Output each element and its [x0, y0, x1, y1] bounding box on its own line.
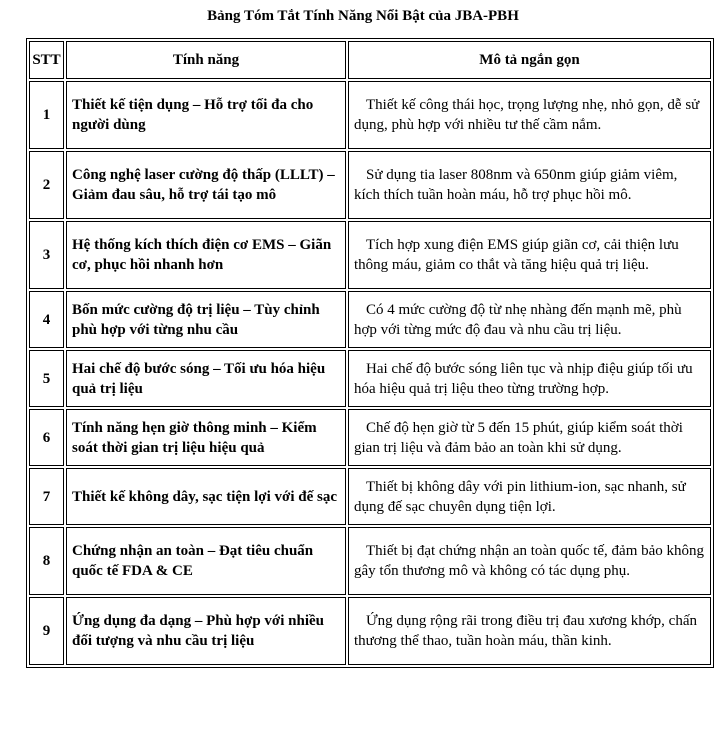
- table-row: [29, 597, 711, 665]
- feature-cell: Bốn mức cường độ trị liệu – Tùy chỉnh phù hợp với từng nhu cầu: [66, 291, 346, 348]
- row-number: 6: [29, 409, 64, 466]
- header-stt: STT: [29, 41, 64, 79]
- header-feature: Tính năng: [66, 41, 346, 79]
- feature-cell: Tính năng hẹn giờ thông minh – Kiểm soát thời gian trị liệu hiệu quả: [66, 409, 346, 466]
- table-row: [29, 350, 711, 407]
- description-cell: Thiết bị đạt chứng nhận an toàn quốc tế, đảm bảo không gây tổn thương mô và không có tác dụng phụ.: [348, 527, 711, 595]
- row-number: 4: [29, 291, 64, 348]
- description-cell: Thiết bị không dây với pin lithium-ion, sạc nhanh, sử dụng đế sạc chuyên dụng tiện lợi.: [348, 468, 711, 525]
- table-row: [29, 221, 711, 289]
- row-number: 2: [29, 151, 64, 219]
- header-description: Mô tả ngắn gọn: [348, 41, 711, 79]
- description-cell: Sử dụng tia laser 808nm và 650nm giúp giảm viêm, kích thích tuần hoàn máu, hỗ trợ phục hồi mô.: [348, 151, 711, 219]
- feature-cell: Công nghệ laser cường độ thấp (LLLT) – Giảm đau sâu, hỗ trợ tái tạo mô: [66, 151, 346, 219]
- table-row: [29, 468, 711, 525]
- description-cell: Thiết kế công thái học, trọng lượng nhẹ, nhỏ gọn, dễ sử dụng, phù hợp với nhiều tư thế cầm nắm.: [348, 81, 711, 149]
- description-cell: Có 4 mức cường độ từ nhẹ nhàng đến mạnh mẽ, phù hợp với từng mức độ đau và nhu cầu trị liệu.: [348, 291, 711, 348]
- table-row: [29, 151, 711, 219]
- row-number: 9: [29, 597, 64, 665]
- description-cell: Tích hợp xung điện EMS giúp giãn cơ, cải thiện lưu thông máu, giảm co thắt và tăng hiệu quả trị liệu.: [348, 221, 711, 289]
- feature-cell: Thiết kế không dây, sạc tiện lợi với đế sạc: [66, 468, 346, 525]
- row-number: 7: [29, 468, 64, 525]
- row-number: 1: [29, 81, 64, 149]
- feature-cell: Chứng nhận an toàn – Đạt tiêu chuẩn quốc tế FDA & CE: [66, 527, 346, 595]
- table-row: [29, 291, 711, 348]
- feature-cell: Ứng dụng đa dạng – Phù hợp với nhiều đối tượng và nhu cầu trị liệu: [66, 597, 346, 665]
- feature-cell: Hệ thống kích thích điện cơ EMS – Giãn cơ, phục hồi nhanh hơn: [66, 221, 346, 289]
- description-cell: Chế độ hẹn giờ từ 5 đến 15 phút, giúp kiểm soát thời gian trị liệu và đảm bảo an toàn khi sử dụng.: [348, 409, 711, 466]
- description-cell: Hai chế độ bước sóng liên tục và nhịp điệu giúp tối ưu hóa hiệu quả trị liệu theo từng trường hợp.: [348, 350, 711, 407]
- row-number: 3: [29, 221, 64, 289]
- table-row: [29, 409, 711, 466]
- feature-table: [26, 38, 714, 668]
- row-number: 8: [29, 527, 64, 595]
- table-row: [29, 81, 711, 149]
- row-number: 5: [29, 350, 64, 407]
- table-title: Bảng Tóm Tắt Tính Năng Nổi Bật của JBA-PBH: [207, 8, 519, 24]
- description-cell: Ứng dụng rộng rãi trong điều trị đau xương khớp, chấn thương thể thao, tuần hoàn máu, thần kinh.: [348, 597, 711, 665]
- feature-cell: Hai chế độ bước sóng – Tối ưu hóa hiệu quả trị liệu: [66, 350, 346, 407]
- table-row: [29, 527, 711, 595]
- feature-cell: Thiết kế tiện dụng – Hỗ trợ tối đa cho người dùng: [66, 81, 346, 149]
